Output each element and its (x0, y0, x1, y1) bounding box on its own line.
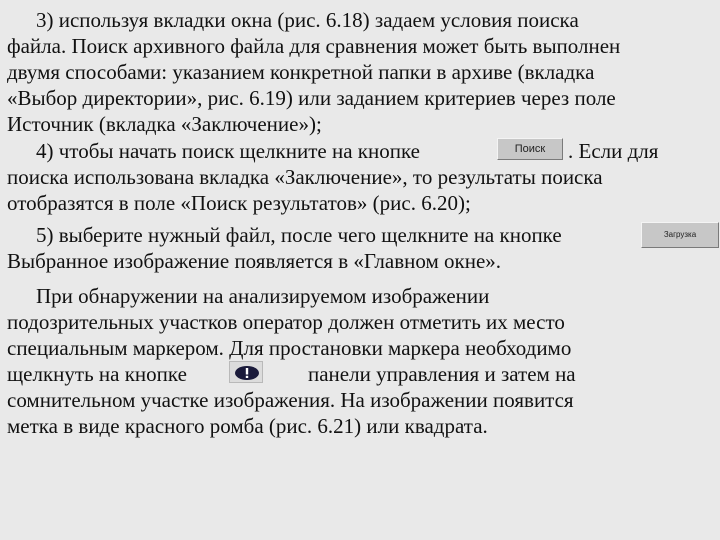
text-line-12: подозрительных участков оператор должен отметить их место (7, 310, 565, 334)
text-line-6-tail: . Если для (568, 139, 659, 163)
text-line-6: 4) чтобы начать поиск щелкните на кнопке (36, 139, 420, 163)
text-line-11: При обнаружении на анализируемом изображении (36, 284, 490, 308)
text-line-1: 3) используя вкладки окна (рис. 6.18) задаем условия поиска (36, 8, 579, 32)
text-line-2: файла. Поиск архивного файла для сравнения может быть выполнен (7, 34, 621, 58)
text-line-14-tail: панели управления и затем на (308, 362, 576, 386)
text-line-9: 5) выберите нужный файл, после чего щелкните на кнопке (36, 223, 562, 247)
text-line-3: двумя способами: указанием конкретной папки в архиве (вкладка (7, 60, 595, 84)
text-line-7: поиска использована вкладка «Заключение», то результаты поиска (7, 165, 603, 189)
search-button[interactable]: Поиск (497, 138, 563, 160)
load-button[interactable]: Загрузка (641, 222, 719, 248)
text-line-15: сомнительном участке изображения. На изображении появится (7, 388, 574, 412)
marker-icon (234, 365, 260, 381)
text-line-4: «Выбор директории», рис. 6.19) или заданием критериев через поле (7, 86, 616, 110)
text-line-8: отобразятся в поле «Поиск результатов» (рис. 6.20); (7, 191, 471, 215)
text-line-5: Источник (вкладка «Заключение»); (7, 112, 322, 136)
text-line-16: метка в виде красного ромба (рис. 6.21) или квадрата. (7, 414, 488, 438)
text-line-13: специальным маркером. Для простановки маркера необходимо (7, 336, 572, 360)
text-line-10: Выбранное изображение появляется в «Главном окне». (7, 249, 502, 273)
marker-button[interactable] (229, 361, 263, 383)
text-line-14: щелкнуть на кнопке (7, 362, 187, 386)
